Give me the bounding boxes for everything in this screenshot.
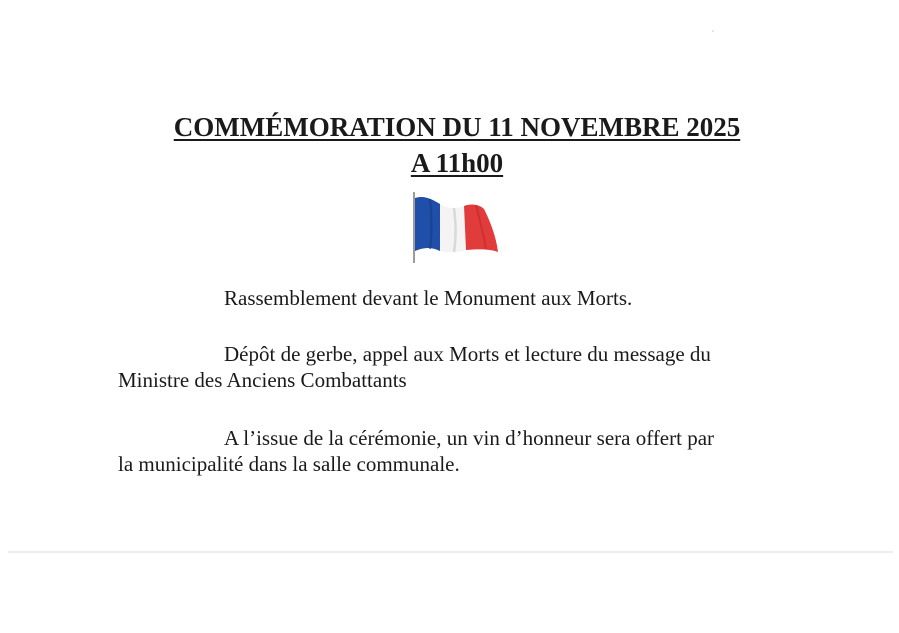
paragraph-reception-line-1 — [118, 425, 818, 451]
paragraph-ceremony-line-1 — [118, 341, 818, 367]
paragraph-ceremony-line-2: Ministre des Anciens Combattants — [118, 368, 407, 392]
paragraph-3-line-1-text: A l’issue de la cérémonie, un vin d’honneur sera offert par — [224, 426, 715, 450]
paragraph-reception-line-2: la municipalité dans la salle communale. — [118, 452, 460, 476]
page-title: COMMÉMORATION DU 11 NOVEMBRE 2025 — [173, 112, 741, 142]
paragraph-gathering — [118, 285, 818, 311]
scan-speck — [712, 30, 714, 32]
french-flag-icon — [410, 191, 502, 265]
event-time: A 11h00 — [410, 148, 504, 178]
paragraph-2-line-1-text: Dépôt de gerbe, appel aux Morts et lecture du message du — [224, 342, 711, 366]
paragraph-1-text: Rassemblement devant le Monument aux Morts. — [224, 286, 633, 310]
scan-page-edge — [8, 551, 893, 553]
